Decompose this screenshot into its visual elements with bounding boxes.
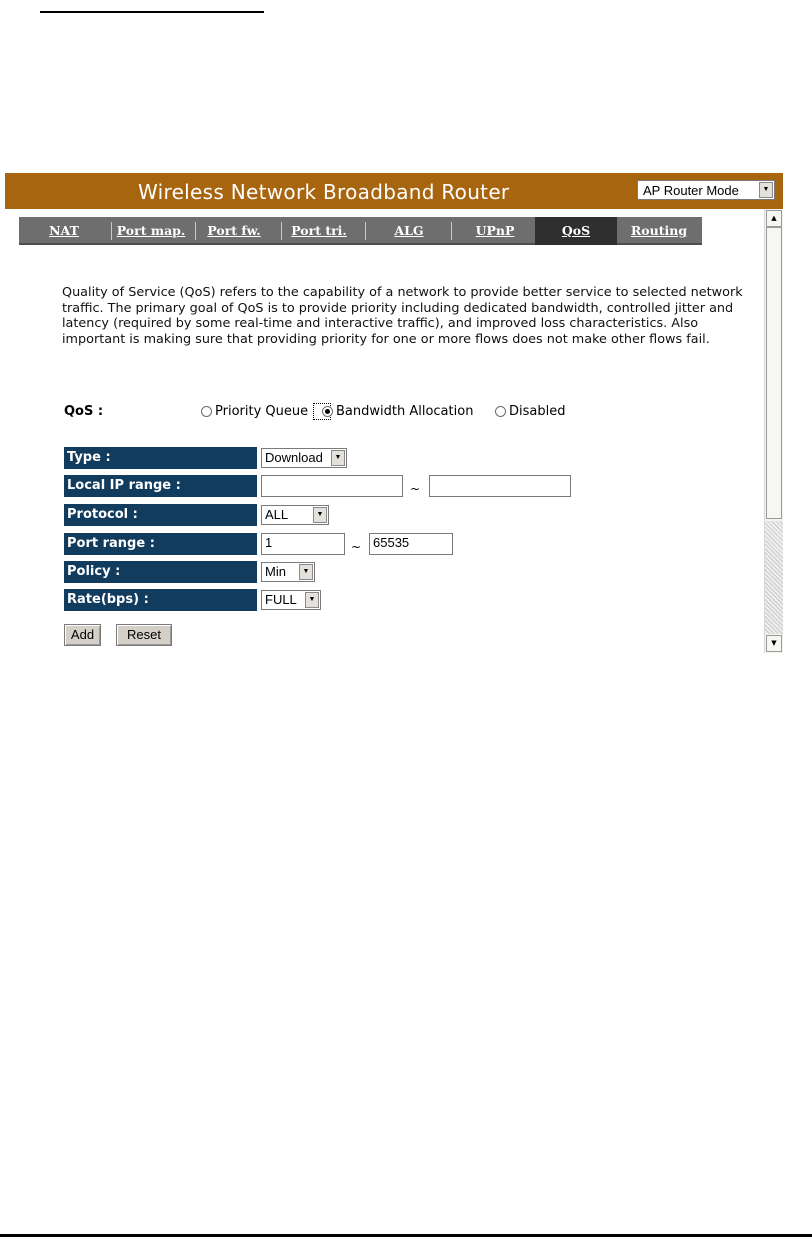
rate-label: Rate(bps) :	[64, 589, 257, 611]
reset-button[interactable]: Reset	[116, 624, 172, 646]
tab-divider	[281, 222, 282, 240]
radio-bandwidth-allocation[interactable]	[322, 406, 333, 417]
nav-tabs	[19, 217, 702, 245]
scroll-up-icon[interactable]: ▲	[766, 210, 782, 227]
local-ip-to-input[interactable]	[429, 475, 571, 497]
tab-divider	[451, 222, 452, 240]
top-rule	[40, 11, 264, 13]
scroll-thumb[interactable]	[766, 227, 782, 519]
range-separator: ~	[351, 540, 362, 554]
tab-nat[interactable]: NAT	[49, 223, 79, 238]
policy-label: Policy :	[64, 561, 257, 583]
type-select[interactable]	[261, 448, 347, 468]
tab-routing[interactable]: Routing	[630, 223, 688, 238]
policy-select[interactable]	[261, 562, 315, 582]
vertical-scrollbar[interactable]	[764, 209, 783, 653]
rate-select[interactable]	[261, 590, 321, 610]
chevron-down-icon[interactable]: ▼	[331, 450, 345, 466]
bandwidth-allocation-label: Bandwidth Allocation	[336, 404, 474, 419]
protocol-select[interactable]	[261, 505, 329, 525]
tab-port-map[interactable]: Port map.	[116, 223, 186, 238]
protocol-select-value: ALL	[265, 507, 289, 522]
port-range-to-input[interactable]: 65535	[369, 533, 453, 555]
local-ip-from-input[interactable]	[261, 475, 403, 497]
type-label: Type :	[64, 447, 257, 469]
tab-port-tri[interactable]: Port tri.	[291, 223, 347, 238]
add-button[interactable]: Add	[64, 624, 101, 646]
chevron-down-icon[interactable]: ▼	[313, 507, 327, 523]
port-range-label: Port range :	[64, 533, 257, 555]
rate-select-value: FULL	[265, 592, 297, 607]
qos-label: QoS :	[64, 404, 104, 419]
scroll-track[interactable]	[765, 521, 783, 634]
qos-mode-group	[64, 402, 664, 422]
tab-qos[interactable]: QoS	[535, 217, 617, 245]
chevron-down-icon[interactable]: ▼	[305, 592, 319, 608]
tab-upnp[interactable]: UPnP	[475, 223, 515, 238]
qos-description: Quality of Service (QoS) refers to the capability of a network to provide better service to selected network traffic. The primary goal of QoS is to provide priority including dedicated bandwidth, controlled jitter and latency (required by some real-time and interactive traffic), and improved loss characteristics. Also important is making sure that providing priority for one or more flows does not make other flows fail.	[62, 285, 743, 347]
mode-select[interactable]	[637, 180, 775, 200]
radio-priority-queue[interactable]	[201, 406, 212, 417]
scroll-down-icon[interactable]: ▼	[766, 635, 782, 652]
range-separator: ~	[410, 482, 421, 496]
type-select-value: Download	[265, 450, 323, 465]
chevron-down-icon[interactable]: ▼	[299, 564, 313, 580]
page-title: Wireless Network Broadband Router	[138, 180, 510, 204]
radio-disabled[interactable]	[495, 406, 506, 417]
priority-queue-label: Priority Queue	[215, 404, 309, 419]
header-banner	[5, 173, 783, 209]
tab-divider	[365, 222, 366, 240]
disabled-label: Disabled	[509, 404, 566, 419]
protocol-label: Protocol :	[64, 504, 257, 526]
local-ip-label: Local IP range :	[64, 475, 257, 497]
tab-port-fw[interactable]: Port fw.	[207, 223, 261, 238]
port-range-from-input[interactable]: 1	[261, 533, 345, 555]
chevron-down-icon[interactable]: ▼	[759, 182, 773, 198]
router-admin-frame	[5, 173, 783, 653]
bottom-rule	[0, 1234, 812, 1237]
policy-select-value: Min	[265, 564, 286, 579]
tab-divider	[195, 222, 196, 240]
tab-alg[interactable]: ALG	[394, 223, 424, 238]
tab-divider	[111, 222, 112, 240]
mode-select-value: AP Router Mode	[643, 183, 739, 198]
